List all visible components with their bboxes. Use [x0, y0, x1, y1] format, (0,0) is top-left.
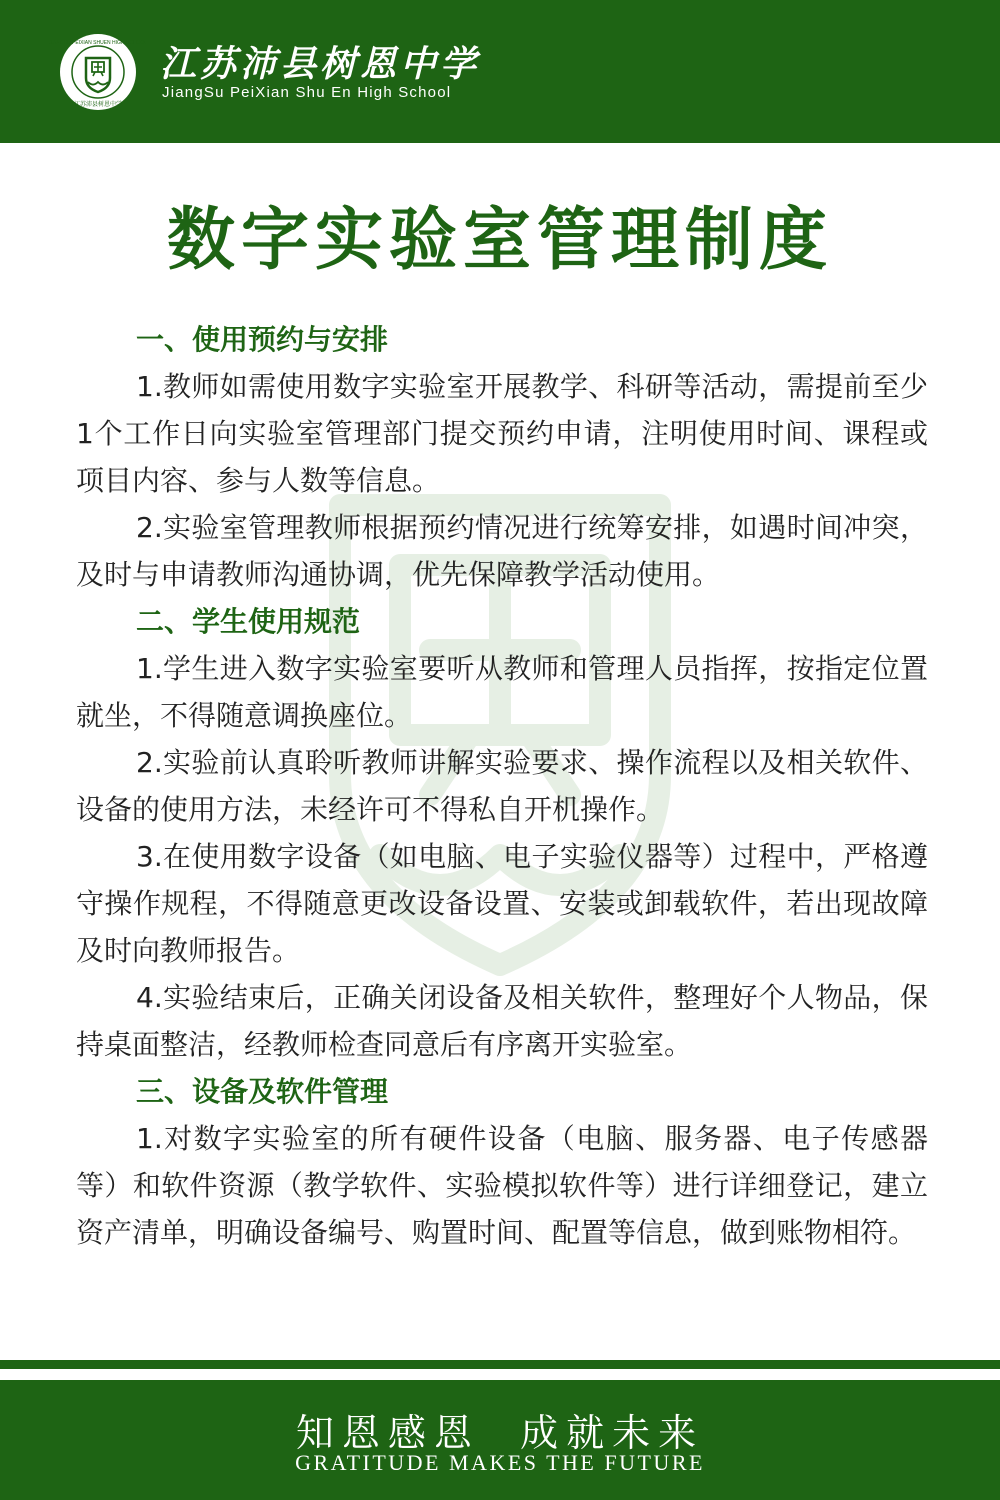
page-title: 数字实验室管理制度 [166, 201, 833, 280]
section-equipment [76, 1068, 928, 1256]
paragraph: 2.实验室管理教师根据预约情况进行统筹安排，如遇时间冲突，及时与申请教师沟通协调，优先保障教学活动使用。 [76, 511, 928, 591]
seal-ring-text-bottom: 江苏沛县树恩中学 [73, 101, 123, 108]
section-heading: 三、设备及软件管理 [136, 1075, 389, 1108]
paragraph: 4.实验结束后，正确关闭设备及相关软件，整理好个人物品，保持桌面整洁，经教师检查同意后有序离开实验室。 [76, 981, 928, 1061]
header-band [0, 0, 1000, 143]
paragraph: 1.学生进入数字实验室要听从教师和管理人员指挥，按指定位置就坐，不得随意调换座位。 [76, 652, 928, 732]
paragraph: 1.教师如需使用数字实验室开展教学、科研等活动，需提前至少1个工作日向实验室管理部门提交预约申请，注明使用时间、课程或项目内容、参与人数等信息。 [76, 370, 928, 497]
seal-ring-text-top: JIANGSU PEIXIAN SHUEN HIGH SCHOOL [48, 40, 148, 46]
section-student-rules [76, 598, 928, 1068]
regulations-content [76, 316, 928, 1256]
paragraph: 3.在使用数字设备（如电脑、电子实验仪器等）过程中，严格遵守操作规程，不得随意更改设备设置、安装或卸载软件，若出现故障及时向教师报告。 [76, 840, 928, 967]
slogan-en: GRATITUDE MAKES THE FUTURE [295, 1450, 705, 1475]
paragraph: 1.对数字实验室的所有硬件设备（电脑、服务器、电子传感器等）和软件资源（教学软件、实验模拟软件等）进行详细登记，建立资产清单，明确设备编号、购置时间、配置等信息，做到账物相符。 [76, 1122, 928, 1249]
section-booking [76, 316, 928, 598]
school-name-en: JiangSu PeiXian Shu En High School [162, 84, 452, 101]
section-heading: 二、学生使用规范 [136, 605, 361, 638]
slogan-cn: 知恩感恩 成就未来 [295, 1411, 705, 1455]
school-name-cn: 江苏沛县树恩中学 [160, 43, 481, 85]
paragraph: 2.实验前认真聆听教师讲解实验要求、操作流程以及相关软件、设备的使用方法，未经许可不得私自开机操作。 [76, 746, 928, 826]
section-heading: 一、使用预约与安排 [136, 323, 389, 356]
school-seal-icon [48, 32, 148, 112]
footer-divider [0, 1360, 1000, 1369]
